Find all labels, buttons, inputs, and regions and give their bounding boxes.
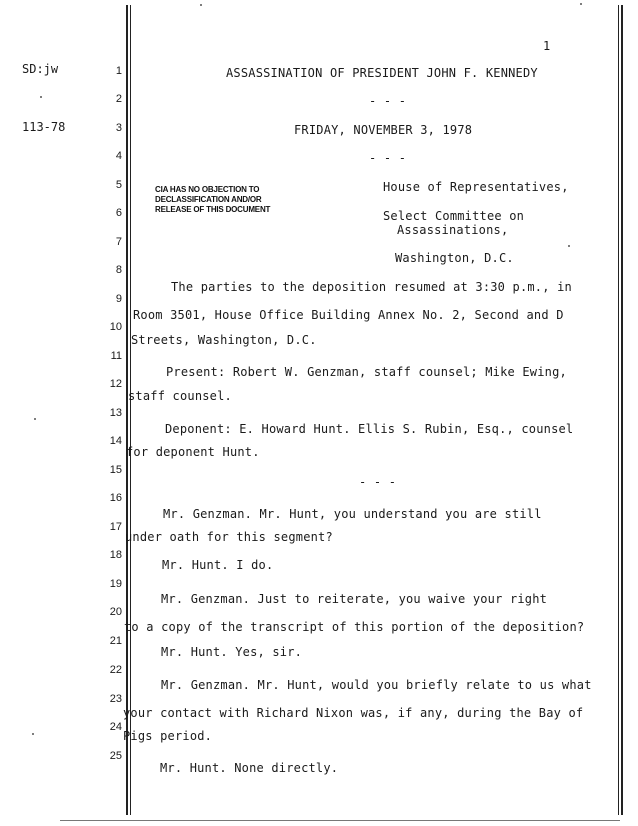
line-number: 24 bbox=[109, 721, 122, 733]
body-line: Mr. Hunt. I do. bbox=[162, 558, 274, 572]
line-number: 6 bbox=[115, 207, 122, 219]
line-number: 14 bbox=[109, 435, 122, 447]
line-number: 4 bbox=[115, 150, 122, 162]
line-number: 8 bbox=[115, 264, 122, 276]
margin-code-typist: SD:jw bbox=[22, 62, 59, 76]
line-number: 12 bbox=[109, 378, 122, 390]
line-number: 22 bbox=[109, 664, 122, 676]
line-number: 23 bbox=[109, 693, 122, 705]
body-line: The parties to the deposition resumed at 3:30 p.m., in bbox=[171, 280, 572, 294]
location-committee-cont: Assassinations, bbox=[397, 223, 509, 237]
body-line: Mr. Hunt. Yes, sir. bbox=[161, 645, 303, 659]
line-number: 7 bbox=[115, 236, 122, 248]
scan-speck bbox=[40, 96, 42, 98]
line-number: 15 bbox=[109, 464, 122, 476]
scan-speck bbox=[34, 418, 36, 420]
line-number: 9 bbox=[115, 293, 122, 305]
line-number: 11 bbox=[110, 350, 122, 362]
scan-speck bbox=[568, 245, 570, 247]
right-double-rule-b bbox=[621, 5, 623, 815]
body-line: Room 3501, House Office Building Annex No. 2, Second and D bbox=[133, 308, 564, 322]
scan-speck bbox=[32, 733, 34, 735]
separator: - - - bbox=[369, 94, 407, 108]
body-line: Deponent: E. Howard Hunt. Ellis S. Rubin, Esq., counsel bbox=[165, 422, 574, 436]
separator: - - - bbox=[359, 475, 397, 489]
line-number: 21 bbox=[109, 635, 122, 647]
right-double-rule-a bbox=[618, 5, 619, 815]
line-number: 10 bbox=[109, 321, 122, 333]
body-line: to a copy of the transcript of this portion of the deposition? bbox=[124, 620, 585, 634]
body-line: Mr. Genzman. Mr. Hunt, would you briefly relate to us what bbox=[161, 678, 592, 692]
body-line: Present: Robert W. Genzman, staff counsel; Mike Ewing, bbox=[166, 365, 567, 379]
line-number: 20 bbox=[109, 606, 122, 618]
line-number: 5 bbox=[115, 179, 122, 191]
body-line: Mr. Genzman. Mr. Hunt, you understand you are still bbox=[163, 507, 542, 521]
separator: - - - bbox=[369, 151, 407, 165]
body-line: for deponent Hunt. bbox=[126, 445, 260, 459]
margin-code-number: 113-78 bbox=[22, 120, 66, 134]
location-city: Washington, D.C. bbox=[395, 251, 514, 265]
body-line: Streets, Washington, D.C. bbox=[131, 333, 317, 347]
line-number: 13 bbox=[109, 407, 122, 419]
line-number: 3 bbox=[115, 122, 122, 134]
line-number: 1 bbox=[115, 65, 122, 77]
body-line: Mr. Hunt. None directly. bbox=[160, 761, 339, 775]
declassification-stamp bbox=[155, 185, 270, 215]
body-line: Pigs period. bbox=[123, 729, 213, 743]
location-house: House of Representatives, bbox=[383, 180, 569, 194]
scan-speck bbox=[200, 4, 202, 6]
body-line: Mr. Genzman. Just to reiterate, you waive your right bbox=[161, 592, 548, 606]
line-number: 18 bbox=[109, 549, 122, 561]
page-number: 1 bbox=[543, 39, 551, 53]
line-number: 2 bbox=[115, 93, 122, 105]
scan-speck bbox=[580, 3, 582, 5]
bottom-rule bbox=[60, 820, 620, 821]
line-number: 17 bbox=[109, 521, 122, 533]
stamp-line: DECLASSIFICATION AND/OR bbox=[155, 195, 262, 204]
stamp-line: RELEASE OF THIS DOCUMENT bbox=[155, 205, 271, 214]
document-title: ASSASSINATION OF PRESIDENT JOHN F. KENNEDY bbox=[226, 66, 538, 80]
left-double-rule-b bbox=[130, 5, 131, 815]
deposition-date: FRIDAY, NOVEMBER 3, 1978 bbox=[294, 123, 473, 137]
body-line: staff counsel. bbox=[128, 389, 232, 403]
line-number: 19 bbox=[109, 578, 122, 590]
body-line: your contact with Richard Nixon was, if any, during the Bay of bbox=[123, 706, 584, 720]
stamp-line: CIA HAS NO OBJECTION TO bbox=[155, 185, 260, 194]
location-committee: Select Committee on bbox=[383, 209, 525, 223]
body-line: under oath for this segment? bbox=[125, 530, 333, 544]
line-number: 16 bbox=[109, 492, 122, 504]
left-double-rule-a bbox=[126, 5, 128, 815]
line-number: 25 bbox=[109, 750, 122, 762]
